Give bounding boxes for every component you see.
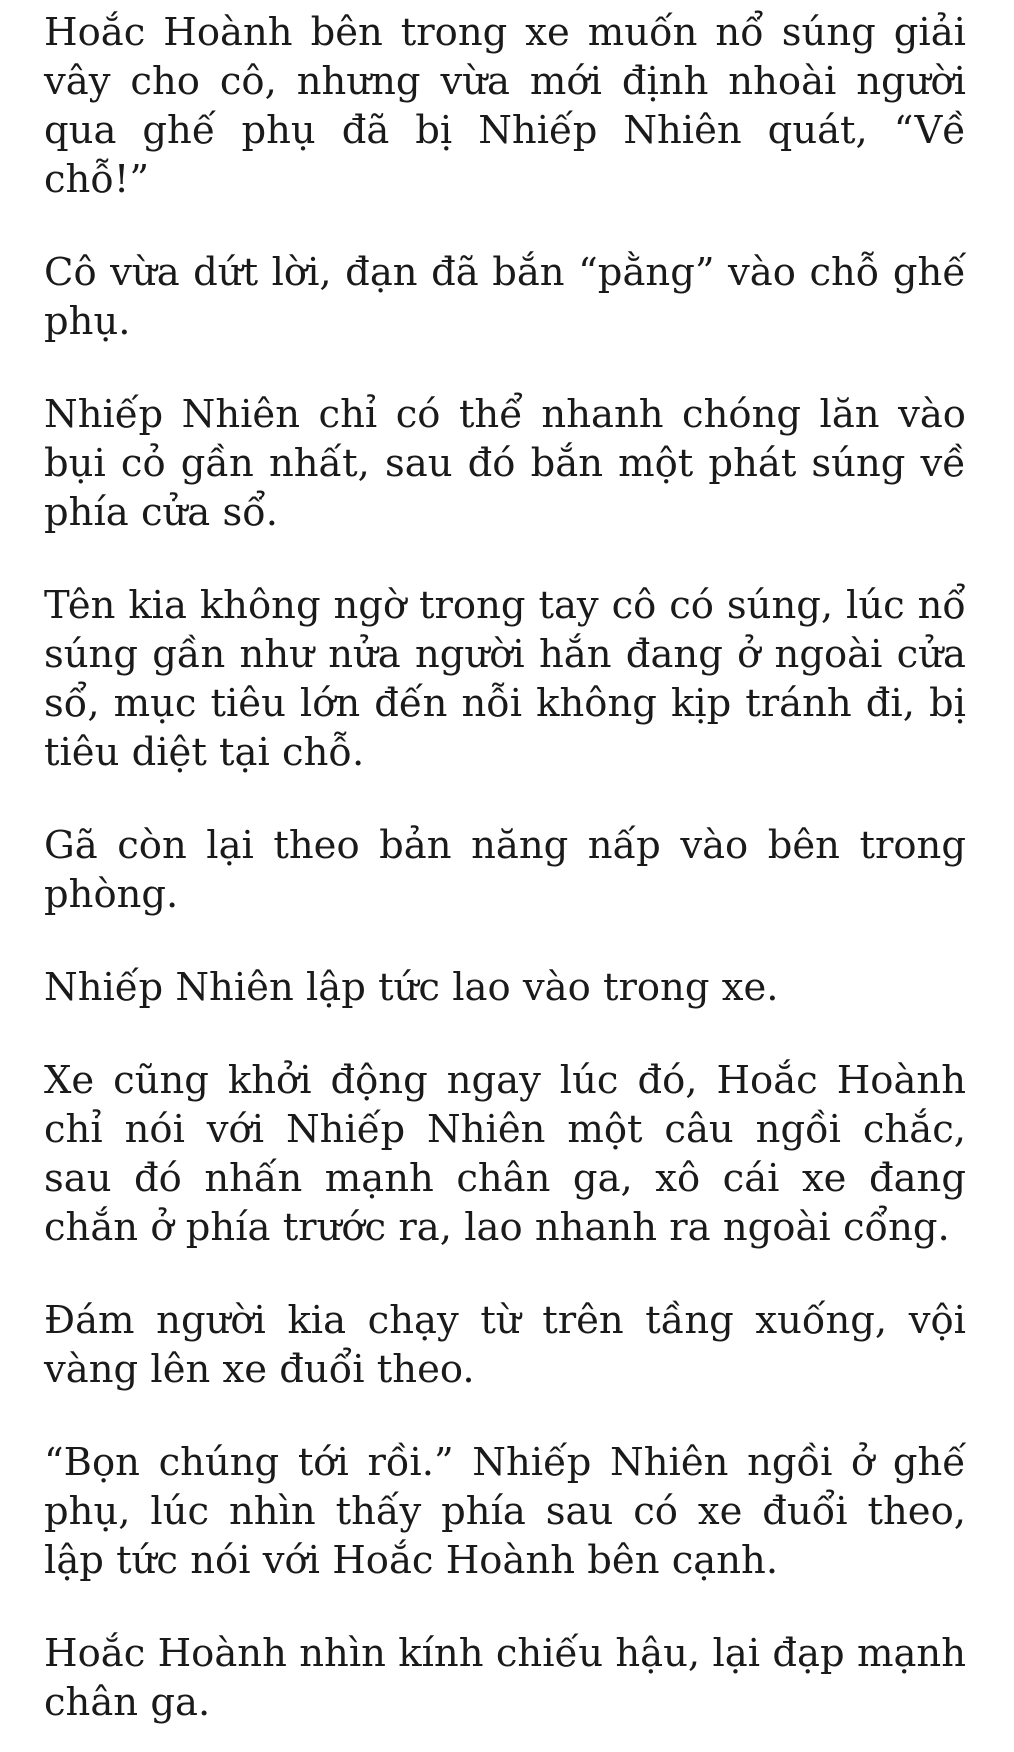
paragraph-6: Nhiếp Nhiên lập tức lao vào trong xe. (44, 965, 779, 1010)
paragraph-2: Cô vừa dứt lời, đạn đã bắn “pằng” vào chỗ ghế phụ. (44, 250, 966, 344)
paragraph-3: Nhiếp Nhiên chỉ có thể nhanh chóng lăn vào bụi cỏ gần nhất, sau đó bắn một phát súng về phía cửa sổ. (44, 392, 966, 535)
paragraph-7: Xe cũng khởi động ngay lúc đó, Hoắc Hoành chỉ nói với Nhiếp Nhiên một câu ngồi chắc, sau đó nhấn mạnh chân ga, xô cái xe đang chắn ở phía trước ra, lao nhanh ra ngoài cổng. (44, 1058, 966, 1250)
paragraph-10: Hoắc Hoành nhìn kính chiếu hậu, lại đạp mạnh chân ga. (44, 1631, 966, 1725)
paragraph-8: Đám người kia chạy từ trên tầng xuống, vội vàng lên xe đuổi theo. (44, 1298, 966, 1392)
paragraph-1: Hoắc Hoành bên trong xe muốn nổ súng giải vây cho cô, nhưng vừa mới định nhoài người qua ghế phụ đã bị Nhiếp Nhiên quát, “Về chỗ!” (44, 10, 966, 202)
paragraph-9: “Bọn chúng tới rồi.” Nhiếp Nhiên ngồi ở ghế phụ, lúc nhìn thấy phía sau có xe đuổi theo, lập tức nói với Hoắc Hoành bên cạnh. (44, 1440, 966, 1583)
paragraph-4: Tên kia không ngờ trong tay cô có súng, lúc nổ súng gần như nửa người hắn đang ở ngoài cửa sổ, mục tiêu lớn đến nỗi không kịp tránh đi, bị tiêu diệt tại chỗ. (44, 583, 966, 775)
paragraph-5: Gã còn lại theo bản năng nấp vào bên trong phòng. (44, 823, 966, 917)
